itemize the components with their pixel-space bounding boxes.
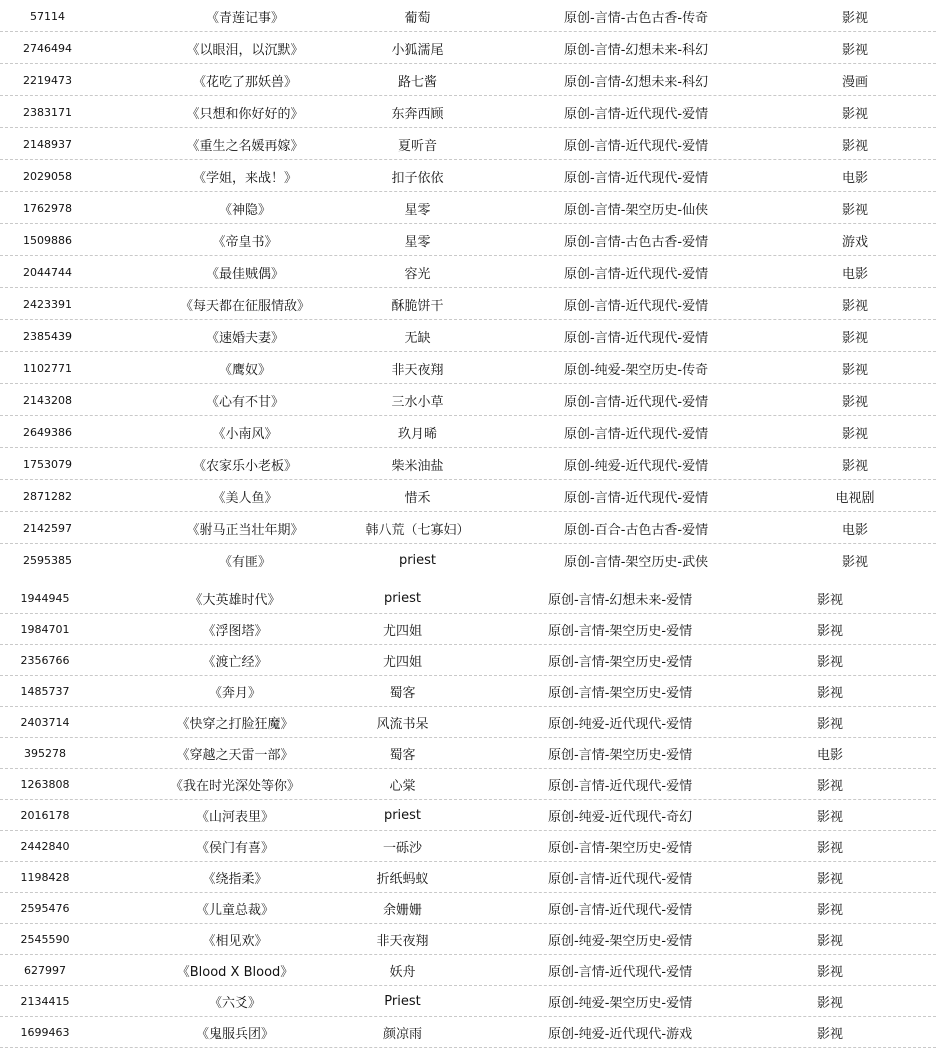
book-title-cell: 《只想和你好好的》 xyxy=(186,106,304,122)
book-id-cell: 1762978 xyxy=(23,201,72,215)
author-cell: 蜀客 xyxy=(389,686,416,701)
category-cell: 原创-言情-古色古香-传奇 xyxy=(564,10,709,26)
table-row xyxy=(0,769,936,800)
book-id-cell: 1485737 xyxy=(20,685,70,698)
adaptation-type-cell: 影视 xyxy=(816,996,843,1011)
adaptation-type-cell: 影视 xyxy=(816,624,843,639)
book-id-cell: 2383171 xyxy=(23,105,72,119)
book-title-cell: 《花吃了那妖兽》 xyxy=(192,74,297,90)
book-title-cell: 《农家乐小老板》 xyxy=(192,458,297,474)
book-id-cell: 2403714 xyxy=(20,716,70,729)
table-row xyxy=(0,96,936,128)
table-row xyxy=(0,32,936,64)
author-cell: priest xyxy=(383,591,422,606)
table-row xyxy=(0,955,936,986)
book-title-cell: 《美人鱼》 xyxy=(212,490,278,506)
book-title-cell: 《小南风》 xyxy=(212,426,278,442)
category-cell: 原创-言情-近代现代-爱情 xyxy=(564,266,709,282)
table-row xyxy=(0,192,936,224)
category-cell: 原创-纯爱-近代现代-奇幻 xyxy=(548,810,693,825)
author-cell: 妖舟 xyxy=(389,965,416,980)
author-cell: 非天夜翔 xyxy=(391,362,444,378)
adaptation-type-cell: 影视 xyxy=(841,362,868,378)
book-title-cell: 《快穿之打脸狂魔》 xyxy=(176,717,294,732)
author-cell: 路七酱 xyxy=(397,74,437,90)
table-row xyxy=(0,288,936,320)
category-cell: 原创-纯爱-架空历史-传奇 xyxy=(564,362,709,378)
table-row xyxy=(0,448,936,480)
table-row xyxy=(0,384,936,416)
book-title-cell: 《心有不甘》 xyxy=(205,394,284,410)
book-title-cell: 《六爻》 xyxy=(208,996,261,1011)
book-title-cell: 《青莲记事》 xyxy=(205,10,284,26)
book-id-cell: 2442840 xyxy=(20,840,70,853)
author-cell: 夏听音 xyxy=(397,138,437,154)
book-title-cell: 《山河表里》 xyxy=(195,810,274,825)
adaptation-type-cell: 影视 xyxy=(816,655,843,670)
author-cell: 风流书呆 xyxy=(376,717,429,732)
author-cell: 惜禾 xyxy=(404,490,431,506)
book-title-cell: 《以眼泪，以沉默》 xyxy=(186,42,304,58)
category-cell: 原创-言情-近代现代-爱情 xyxy=(564,106,709,122)
book-id-cell: 2134415 xyxy=(20,995,70,1008)
book-id-cell: 1198428 xyxy=(20,871,70,884)
adaptation-type-cell: 影视 xyxy=(841,458,868,474)
book-id-cell: 627997 xyxy=(24,964,66,977)
book-title-cell: 《Blood X Blood》 xyxy=(176,965,294,980)
table-row xyxy=(0,320,936,352)
category-cell: 原创-言情-近代现代-爱情 xyxy=(564,298,709,314)
book-id-cell: 2595385 xyxy=(23,553,72,567)
table-row xyxy=(0,986,936,1017)
table-row xyxy=(0,738,936,769)
category-cell: 原创-言情-近代现代-爱情 xyxy=(564,490,709,506)
adaptation-type-cell: 电影 xyxy=(841,170,868,186)
book-id-cell: 2016178 xyxy=(20,809,70,822)
book-id-cell: 2142597 xyxy=(23,521,72,535)
book-id-cell: 2143208 xyxy=(23,393,72,407)
adaptation-type-cell: 影视 xyxy=(816,841,843,856)
table-row xyxy=(0,676,936,707)
adaptation-type-cell: 影视 xyxy=(841,202,868,218)
author-cell: 无缺 xyxy=(404,330,431,346)
adaptation-type-cell: 影视 xyxy=(841,554,868,570)
author-cell: 小狐濡尾 xyxy=(391,42,444,58)
book-title-cell: 《每天都在征服情敌》 xyxy=(179,298,310,314)
book-id-cell: 2148937 xyxy=(23,137,72,151)
adaptation-type-cell: 影视 xyxy=(816,934,843,949)
book-title-cell: 《学姐，来战！》 xyxy=(192,170,297,186)
book-title-cell: 《帝皇书》 xyxy=(212,234,278,250)
book-title-cell: 《神隐》 xyxy=(218,202,271,218)
book-title-cell: 《相见欢》 xyxy=(202,934,268,949)
book-id-cell: 2219473 xyxy=(23,73,72,87)
category-cell: 原创-言情-架空历史-爱情 xyxy=(548,686,693,701)
book-title-cell: 《渡亡经》 xyxy=(202,655,268,670)
book-id-cell: 1944945 xyxy=(20,592,70,605)
book-title-cell: 《浮图塔》 xyxy=(202,624,268,639)
book-id-cell: 2356766 xyxy=(20,654,70,667)
book-id-cell: 1509886 xyxy=(23,233,72,247)
category-cell: 原创-纯爱-近代现代-游戏 xyxy=(548,1027,693,1042)
table-row xyxy=(0,893,936,924)
author-cell: 蜀客 xyxy=(389,748,416,763)
adaptation-type-cell: 影视 xyxy=(816,593,843,608)
category-cell: 原创-言情-架空历史-爱情 xyxy=(548,841,693,856)
table-row xyxy=(0,1017,936,1048)
author-cell: priest xyxy=(398,552,437,568)
table-row xyxy=(0,583,936,614)
adaptation-type-cell: 影视 xyxy=(841,298,868,314)
adaptation-type-cell: 影视 xyxy=(816,810,843,825)
category-cell: 原创-言情-近代现代-爱情 xyxy=(548,779,693,794)
table-row xyxy=(0,160,936,192)
author-cell: 一砾沙 xyxy=(382,841,422,856)
category-cell: 原创-言情-架空历史-爱情 xyxy=(548,748,693,763)
book-title-cell: 《穿越之天雷一部》 xyxy=(176,748,294,763)
book-title-cell: 《鬼服兵团》 xyxy=(195,1027,274,1042)
table-row xyxy=(0,512,936,544)
table-row xyxy=(0,224,936,256)
adaptation-type-cell: 影视 xyxy=(816,686,843,701)
adaptation-type-cell: 漫画 xyxy=(841,74,868,90)
adaptation-type-cell: 游戏 xyxy=(841,234,868,250)
author-cell: 星零 xyxy=(404,202,431,218)
table-row xyxy=(0,416,936,448)
author-cell: 玖月晞 xyxy=(397,426,437,442)
category-cell: 原创-言情-近代现代-爱情 xyxy=(548,872,693,887)
book-title-cell: 《奔月》 xyxy=(208,686,261,701)
adaptation-type-cell: 影视 xyxy=(816,779,843,794)
book-title-cell: 《大英雄时代》 xyxy=(189,593,281,608)
author-cell: 扣子依依 xyxy=(391,170,444,186)
adaptation-type-cell: 电影 xyxy=(816,748,843,763)
category-cell: 原创-言情-近代现代-爱情 xyxy=(564,170,709,186)
table-row xyxy=(0,0,936,32)
adaptation-type-cell: 影视 xyxy=(841,42,868,58)
adaptation-type-cell: 影视 xyxy=(841,426,868,442)
book-id-cell: 1984701 xyxy=(20,623,70,636)
category-cell: 原创-言情-幻想未来-科幻 xyxy=(564,42,709,58)
book-id-cell: 2746494 xyxy=(23,41,72,55)
book-title-cell: 《儿童总裁》 xyxy=(195,903,274,918)
category-cell: 原创-言情-幻想未来-科幻 xyxy=(564,74,709,90)
adaptation-type-cell: 电视剧 xyxy=(835,490,875,506)
author-cell: 东奔西顾 xyxy=(391,106,444,122)
adaptation-type-cell: 电影 xyxy=(841,522,868,538)
book-id-cell: 2649386 xyxy=(23,425,72,439)
book-title-cell: 《重生之名媛再嫁》 xyxy=(186,138,304,154)
author-cell: 非天夜翔 xyxy=(376,934,429,949)
adaptation-type-cell: 影视 xyxy=(841,394,868,410)
book-title-cell: 《驸马正当壮年期》 xyxy=(186,522,304,538)
adaptation-type-cell: 影视 xyxy=(841,330,868,346)
category-cell: 原创-言情-近代现代-爱情 xyxy=(564,394,709,410)
adaptation-type-cell: 影视 xyxy=(816,717,843,732)
author-cell: Priest xyxy=(384,994,421,1009)
table-row xyxy=(0,256,936,288)
table-row xyxy=(0,64,936,96)
category-cell: 原创-纯爱-近代现代-爱情 xyxy=(564,458,709,474)
table-row xyxy=(0,924,936,955)
author-cell: 酥脆饼干 xyxy=(391,298,444,314)
author-cell: 心棠 xyxy=(389,779,416,794)
book-title-cell: 《我在时光深处等你》 xyxy=(169,779,300,794)
table-row xyxy=(0,831,936,862)
category-cell: 原创-言情-近代现代-爱情 xyxy=(548,965,693,980)
table-row xyxy=(0,480,936,512)
book-id-cell: 1699463 xyxy=(20,1026,70,1039)
author-cell: 葡萄 xyxy=(404,10,431,26)
category-cell: 原创-言情-近代现代-爱情 xyxy=(564,138,709,154)
book-title-cell: 《绕指柔》 xyxy=(202,872,268,887)
book-id-cell: 2385439 xyxy=(23,329,72,343)
book-title-cell: 《有匪》 xyxy=(218,554,271,570)
book-id-cell: 2595476 xyxy=(20,902,70,915)
author-cell: 尤四姐 xyxy=(382,655,422,670)
category-cell: 原创-纯爱-近代现代-爱情 xyxy=(548,717,693,732)
book-id-cell: 1102771 xyxy=(23,361,72,375)
book-id-cell: 57114 xyxy=(30,9,65,23)
book-title-cell: 《速婚夫妻》 xyxy=(205,330,284,346)
adaptation-type-cell: 影视 xyxy=(841,106,868,122)
category-cell: 原创-言情-架空历史-武侠 xyxy=(564,554,709,570)
book-id-cell: 1753079 xyxy=(23,457,72,471)
category-cell: 原创-言情-近代现代-爱情 xyxy=(564,426,709,442)
adaptation-type-cell: 影视 xyxy=(816,1027,843,1042)
table-row xyxy=(0,645,936,676)
category-cell: 原创-言情-近代现代-爱情 xyxy=(548,903,693,918)
adaptation-type-cell: 影视 xyxy=(816,965,843,980)
book-id-cell: 1263808 xyxy=(20,778,70,791)
table-row xyxy=(0,352,936,384)
category-cell: 原创-言情-幻想未来-爱情 xyxy=(548,593,693,608)
author-cell: priest xyxy=(383,808,422,823)
author-cell: 星零 xyxy=(404,234,431,250)
table-row xyxy=(0,862,936,893)
table-row xyxy=(0,707,936,738)
category-cell: 原创-言情-架空历史-爱情 xyxy=(548,624,693,639)
book-id-cell: 2545590 xyxy=(20,933,70,946)
author-cell: 尤四姐 xyxy=(382,624,422,639)
book-id-cell: 2029058 xyxy=(23,169,72,183)
category-cell: 原创-纯爱-架空历史-爱情 xyxy=(548,934,693,949)
book-id-cell: 2871282 xyxy=(23,489,72,503)
book-id-cell: 2044744 xyxy=(23,265,72,279)
table-row xyxy=(0,800,936,831)
adaptation-type-cell: 影视 xyxy=(841,138,868,154)
book-id-cell: 2423391 xyxy=(23,297,72,311)
author-cell: 容光 xyxy=(404,266,431,282)
book-id-cell: 395278 xyxy=(24,747,66,760)
table-row xyxy=(0,128,936,160)
book-title-cell: 《鹰奴》 xyxy=(218,362,271,378)
category-cell: 原创-言情-古色古香-爱情 xyxy=(564,234,709,250)
author-cell: 颜凉雨 xyxy=(382,1027,422,1042)
table-section-2 xyxy=(0,583,936,1048)
author-cell: 韩八荒（七寡妇） xyxy=(365,522,470,538)
adaptation-type-cell: 影视 xyxy=(816,903,843,918)
author-cell: 三水小草 xyxy=(391,394,444,410)
category-cell: 原创-言情-架空历史-爱情 xyxy=(548,655,693,670)
author-cell: 余姗姗 xyxy=(382,903,422,918)
adaptation-type-cell: 影视 xyxy=(841,10,868,26)
section-gap xyxy=(0,572,936,583)
adaptation-type-cell: 电影 xyxy=(841,266,868,282)
book-title-cell: 《侯门有喜》 xyxy=(195,841,274,856)
author-cell: 折纸蚂蚁 xyxy=(376,872,429,887)
book-title-cell: 《最佳贼偶》 xyxy=(205,266,284,282)
category-cell: 原创-言情-近代现代-爱情 xyxy=(564,330,709,346)
category-cell: 原创-百合-古色古香-爱情 xyxy=(564,522,709,538)
adaptation-type-cell: 影视 xyxy=(816,872,843,887)
table-row xyxy=(0,614,936,645)
category-cell: 原创-纯爱-架空历史-爱情 xyxy=(548,996,693,1011)
author-cell: 柴米油盐 xyxy=(391,458,444,474)
category-cell: 原创-言情-架空历史-仙侠 xyxy=(564,202,709,218)
